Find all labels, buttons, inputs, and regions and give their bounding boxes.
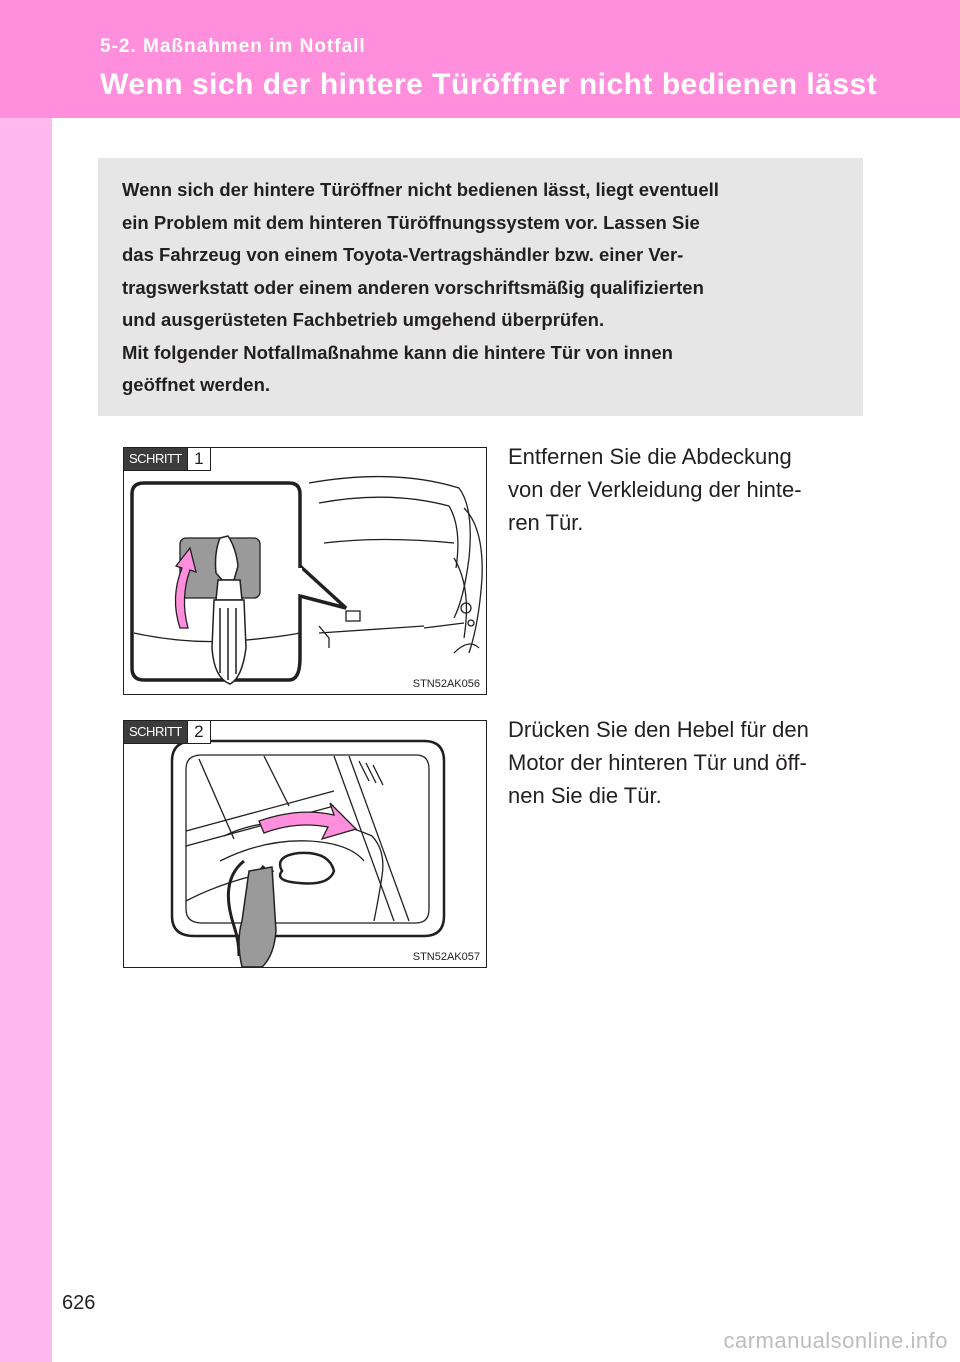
step-2-badge xyxy=(124,721,211,744)
side-tab-strip xyxy=(0,0,52,1362)
step-2-line: Motor der hinteren Tür und öff- xyxy=(508,750,807,775)
step-2-line: Drücken Sie den Hebel für den xyxy=(508,717,809,742)
page-title: Wenn sich der hintere Türöffner nicht bedienen lässt xyxy=(100,68,878,101)
step-2-figure xyxy=(123,720,487,968)
step-1-line: von der Verkleidung der hinte- xyxy=(508,477,802,502)
page-number: 626 xyxy=(62,1292,96,1314)
step-label: SCHRITT xyxy=(124,448,187,470)
figure-code: STN52AK056 xyxy=(412,678,480,690)
step-1-line: Entfernen Sie die Abdeckung xyxy=(508,444,792,469)
step-2-line: nen Sie die Tür. xyxy=(508,783,662,808)
intro-line: tragswerkstatt oder einem anderen vorschriftsmäßig qualifizierten xyxy=(122,276,704,298)
step-number: 2 xyxy=(187,721,210,743)
step-2-text xyxy=(508,713,856,812)
intro-line: und ausgerüsteten Fachbetrieb umgehend überprüfen. xyxy=(122,309,605,330)
step-label: SCHRITT xyxy=(124,721,187,743)
step-number: 1 xyxy=(187,448,210,470)
intro-box xyxy=(98,158,863,416)
step-1-text xyxy=(508,440,856,539)
intro-line: geöffnet werden. xyxy=(122,374,271,395)
step-1-line: ren Tür. xyxy=(508,510,584,535)
intro-text xyxy=(122,174,829,402)
page-header xyxy=(0,0,960,118)
intro-line: das Fahrzeug von einem Toyota-Vertragshändler bzw. einer Ver- xyxy=(122,244,684,265)
intro-line: Wenn sich der hintere Türöffner nicht bedienen lässt, liegt eventuell xyxy=(122,179,719,200)
intro-line: Mit folgender Notfallmaßnahme kann die hintere Tür von innen xyxy=(122,341,673,363)
figure-code: STN52AK057 xyxy=(412,951,480,963)
step-1-figure xyxy=(123,447,487,695)
intro-line: ein Problem mit dem hinteren Türöffnungssystem vor. Lassen Sie xyxy=(122,211,700,233)
push-lever-illustration xyxy=(124,721,486,967)
section-label: 5-2. Maßnahmen im Notfall xyxy=(100,36,366,57)
watermark: carmanualsonline.info xyxy=(723,1328,948,1353)
step-1-badge xyxy=(124,448,211,471)
remove-cover-illustration xyxy=(124,448,486,694)
